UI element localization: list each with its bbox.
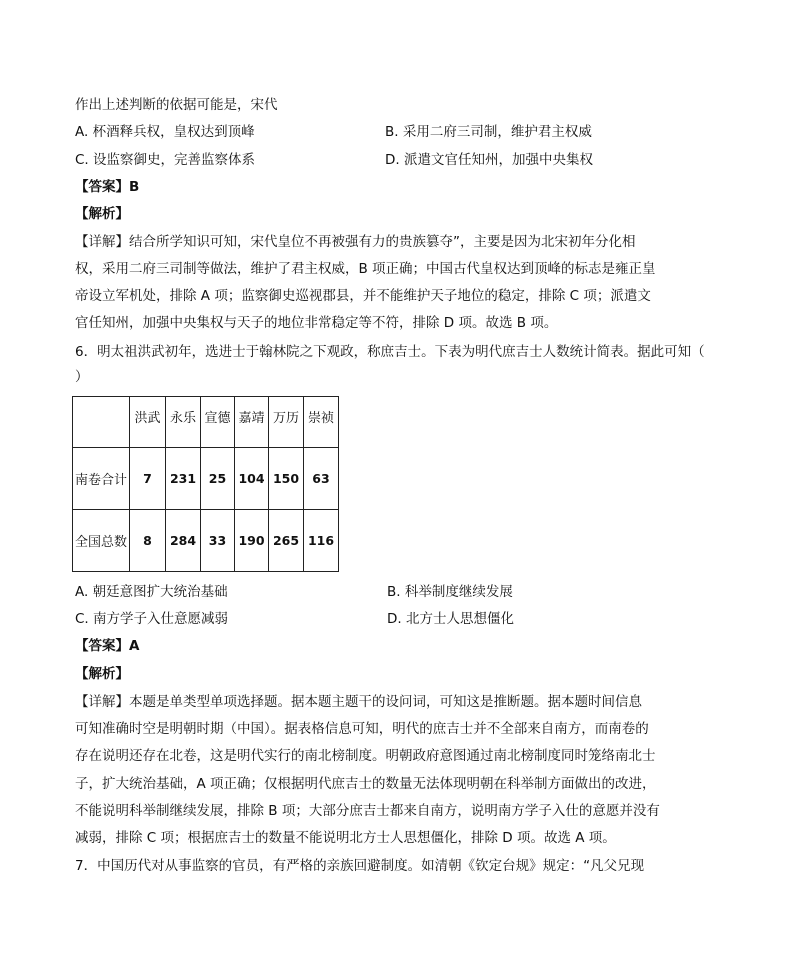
table-row xyxy=(73,448,339,510)
table-cell: 25 xyxy=(201,448,235,510)
table-cell: 33 xyxy=(201,510,235,572)
q5-analysis-label: 【解析】 xyxy=(75,206,129,222)
q5-option-c: C. 设监察御史，完善监察体系 xyxy=(75,152,256,168)
table-header-cell: 万历 xyxy=(269,397,304,448)
table-header-cell: 洪武 xyxy=(130,397,166,448)
table-cell: 265 xyxy=(269,510,304,572)
q5-detail-line: 【详解】结合所学知识可知，宋代皇位不再被强有力的贵族篡夺”，主要是因为北宋初年分化相 xyxy=(75,234,636,250)
table-cell: 116 xyxy=(304,510,339,572)
table-row xyxy=(73,510,339,572)
table-cell: 104 xyxy=(235,448,269,510)
table-header-cell xyxy=(73,397,130,448)
q5-answer: 【答案】B xyxy=(75,179,140,195)
q5-detail-line: 帝设立军机处，排除 A 项；监察御史巡视郡县，并不能维护天子地位的稳定，排除 C 项；派遣文 xyxy=(75,288,651,304)
table-cell: 190 xyxy=(235,510,269,572)
q6-stem-line: ） xyxy=(75,369,89,385)
table-header-cell: 永乐 xyxy=(166,397,201,448)
q6-detail-line: 减弱，排除 C 项；根据庶吉士的数量不能说明北方士人思想僵化，排除 D 项。故选 A 项。 xyxy=(75,830,616,846)
table-cell: 150 xyxy=(269,448,304,510)
q6-detail-line: 不能说明科举制继续发展，排除 B 项；大部分庶吉士都来自南方，说明南方学子入仕的意愿并没有 xyxy=(75,803,660,819)
table-cell: 8 xyxy=(130,510,166,572)
q6-detail-line: 存在说明还存在北卷，这是明代实行的南北榜制度。明朝政府意图通过南北榜制度同时笼络南北士 xyxy=(75,748,656,764)
q5-option-b: B. 采用二府三司制，维护君主权威 xyxy=(385,124,592,140)
q5-detail-line: 官任知州，加强中央集权与天子的地位非常稳定等不符，排除 D 项。故选 B 项。 xyxy=(75,315,558,331)
table-header-row xyxy=(73,397,339,448)
q6-detail-line: 【详解】本题是单类型单项选择题。据本题主题干的设问词，可知这是推断题。据本题时间信息 xyxy=(75,694,642,710)
stats-table xyxy=(72,396,339,572)
row-label-cell: 全国总数 xyxy=(73,510,130,572)
table-header-cell: 嘉靖 xyxy=(235,397,269,448)
table-header-cell: 崇祯 xyxy=(304,397,339,448)
q5-option-d: D. 派遣文官任知州，加强中央集权 xyxy=(385,152,593,168)
table-cell: 63 xyxy=(304,448,339,510)
q6-option-a: A. 朝廷意图扩大统治基础 xyxy=(75,584,228,600)
q7-stem-line: 7．中国历代对从事监察的官员，有严格的亲族回避制度。如清朝《钦定台规》规定：“凡父兄现 xyxy=(75,858,645,874)
table-cell: 231 xyxy=(166,448,201,510)
q6-detail-line: 子，扩大统治基础，A 项正确；仅根据明代庶吉士的数量无法体现明朝在科举制方面做出的改进， xyxy=(75,776,656,792)
q6-option-b: B. 科举制度继续发展 xyxy=(387,584,513,600)
q6-answer: 【答案】A xyxy=(75,638,140,654)
q6-stem-line: 6．明太祖洪武初年，选进士于翰林院之下观政，称庶吉士。下表为明代庶吉士人数统计简表。据此可知（ xyxy=(75,344,705,360)
q5-stem-tail: 作出上述判断的依据可能是，宋代 xyxy=(75,97,278,113)
table-cell: 7 xyxy=(130,448,166,510)
row-label-cell: 南卷合计 xyxy=(73,448,130,510)
q6-option-d: D. 北方士人思想僵化 xyxy=(387,611,514,627)
q6-option-c: C. 南方学子入仕意愿减弱 xyxy=(75,611,229,627)
q5-option-a: A. 杯酒释兵权，皇权达到顶峰 xyxy=(75,124,255,140)
q6-analysis-label: 【解析】 xyxy=(75,666,129,682)
table-header-cell: 宣德 xyxy=(201,397,235,448)
table-cell: 284 xyxy=(166,510,201,572)
q6-detail-line: 可知准确时空是明朝时期（中国）。据表格信息可知，明代的庶吉士并不全部来自南方，而南卷的 xyxy=(75,721,649,737)
q5-detail-line: 权，采用二府三司制等做法，维护了君主权威，B 项正确；中国古代皇权达到顶峰的标志是雍正皇 xyxy=(75,261,656,277)
